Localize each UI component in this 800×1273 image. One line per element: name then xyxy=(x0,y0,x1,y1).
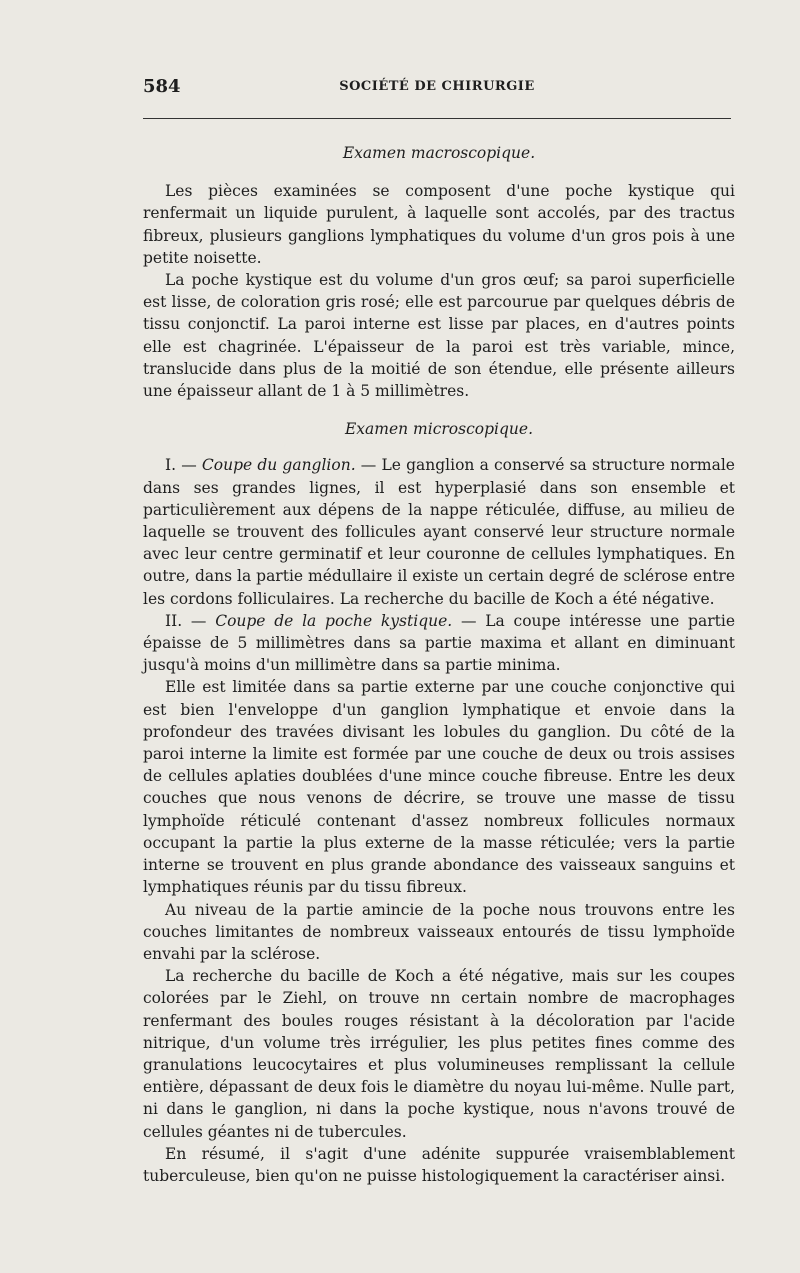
dash-separator: — xyxy=(452,611,486,630)
paragraph-coupe-poche xyxy=(143,610,735,677)
paragraph-pieces: Les pièces examinées se composent d'une poche kystique qui renfermait un liquide purulent, à laquelle sont accolés, par des tractus fibreux, plusieurs ganglions lymphatiques du volume d'un gros pois à une petite noisette. xyxy=(143,182,735,267)
paragraph-text: La coupe intéresse une partie épaisse de 5 millimètres dans sa partie maxima et allant en diminuant jusqu'à moins d'un millimètre dans sa partie minima. xyxy=(143,611,735,675)
page-body xyxy=(143,142,735,1187)
subheading-coupe-ganglion: Coupe du ganglion. xyxy=(201,456,356,475)
paragraph-coupe-ganglion xyxy=(143,454,735,609)
paragraph-recherche-koch: La recherche du bacille de Koch a été négative, mais sur les coupes colorées par le Ziehl, on trouve nn certain nombre de macrophages renfermant des boules rouges résistant à la décoloration par l'acide nitrique, d'un volume très irrégulier, les plus petites fines comme des granulations leucocytaires et plus volumineuses remplissant la cellule entière, dépassant de deux fois le diamètre du noyau lui-même. Nulle part, ni dans le ganglion, ni dans la poche kystique, nous n'avons trouvé de cellules géantes ni de tubercules. xyxy=(143,967,735,1141)
running-title: SOCIÉTÉ DE CHIRURGIE xyxy=(339,79,535,94)
page-number: 584 xyxy=(143,76,181,97)
paragraph-resume: En résumé, il s'agit d'une adénite suppurée vraisemblablement tuberculeuse, bien qu'on ne puisse histologiquement la caractériser ainsi. xyxy=(143,1144,735,1185)
page-header xyxy=(143,74,731,102)
numeral-lead: II. — xyxy=(165,611,216,630)
paragraph-limites: Elle est limitée dans sa partie externe par une couche conjonctive qui est bien l'enveloppe d'un ganglion lymphatique et envoie dans la profondeur des travées divisant les lobules du ganglion. Du côté de la paroi interne la limite est formée par une couche de deux ou trois assises de cellules aplaties doublées d'une mince couche fibreuse. Entre les deux couches que nous venons de décrire, se trouve une masse de tissu lymphoïde réticulé contenant d'assez nombreux follicules normaux occupant la partie la plus externe de la masse réticulée; vers la partie interne se trouvent en plus grande abondance des vaisseaux sanguins et lymphatiques réunis par du tissu fibreux. xyxy=(143,678,735,897)
header-rule xyxy=(143,118,731,119)
paragraph-poche: La poche kystique est du volume d'un gros œuf; sa paroi superficielle est lisse, de coloration gris rosé; elle est parcourue par quelques débris de tissu conjonctif. La paroi interne est lisse par places, en d'autres points elle est chagrinée. L'épaisseur de la paroi est très variable, mince, translucide dans plus de la moitié de son étendue, elle présente ailleurs une épaisseur allant de 1 à 5 millimètres. xyxy=(143,271,735,401)
dash-separator: — xyxy=(355,456,382,475)
section-title-microscopic: Examen microscopique. xyxy=(344,420,533,439)
paragraph-text: Le ganglion a conservé sa structure normale dans ses grandes lignes, il est hyperplasié dans son ensemble et particulièrement aux dépens de la nappe réticulée, diffuse, au milieu de laquelle se trouvent des follicules ayant conservé leur structure normale avec leur centre germinatif et leur couronne de cellules lymphatiques. En outre, dans la partie médullaire il existe un certain degré de sclérose entre les cordons folliculaires. La recherche du bacille de Koch a été négative. xyxy=(143,456,735,608)
section-title-macroscopic: Examen macroscopique. xyxy=(342,144,536,162)
numeral-lead: I. — xyxy=(165,456,202,475)
paragraph-partie-amincie: Au niveau de la partie amincie de la poche nous trouvons entre les couches limitantes de nombreux vaisseaux entourés de tissu lymphoïde envahi par la sclérose. xyxy=(143,900,735,963)
subheading-coupe-poche: Coupe de la poche kystique. xyxy=(215,611,453,630)
